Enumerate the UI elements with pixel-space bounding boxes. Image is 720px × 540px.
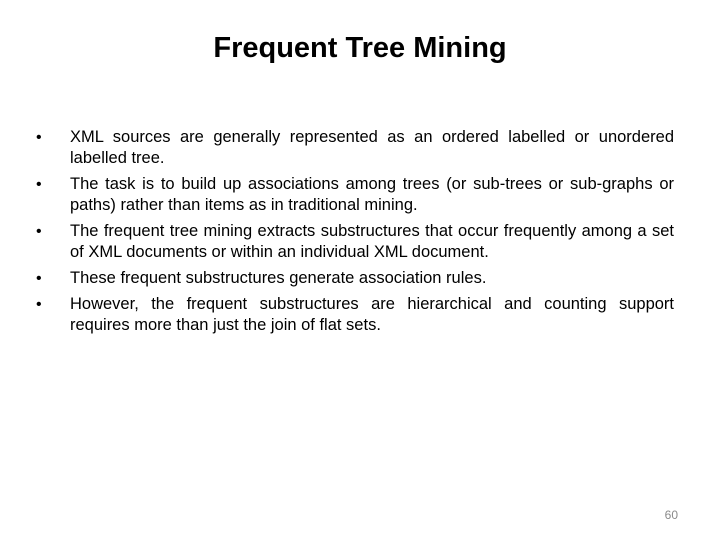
bullet-text: However, the frequent substructures are hierarchical and counting support requires more than just the join of flat sets. [70,295,674,334]
bullet-text: The frequent tree mining extracts substructures that occur frequently among a set of XML documents or within an individual XML document. [70,222,674,261]
bullet-text: These frequent substructures generate association rules. [70,269,487,287]
bullet-icon: • [36,270,42,287]
bullet-text: The task is to build up associations among trees (or sub-trees or sub-graphs or paths) rather than items as in traditional mining. [70,175,674,214]
bullet-icon: • [36,296,42,313]
bullet-item [36,268,674,289]
bullet-icon: • [36,176,42,193]
bullet-item [36,294,674,336]
bullet-item [36,174,674,216]
bullet-icon: • [36,129,42,146]
bullet-list [36,127,674,341]
page-number: 60 [664,508,678,522]
slide-title: Frequent Tree Mining [213,32,507,64]
bullet-text: XML sources are generally represented as an ordered labelled or unordered labelled tree. [70,128,674,167]
bullet-icon: • [36,223,42,240]
bullet-item [36,221,674,263]
bullet-item [36,127,674,169]
